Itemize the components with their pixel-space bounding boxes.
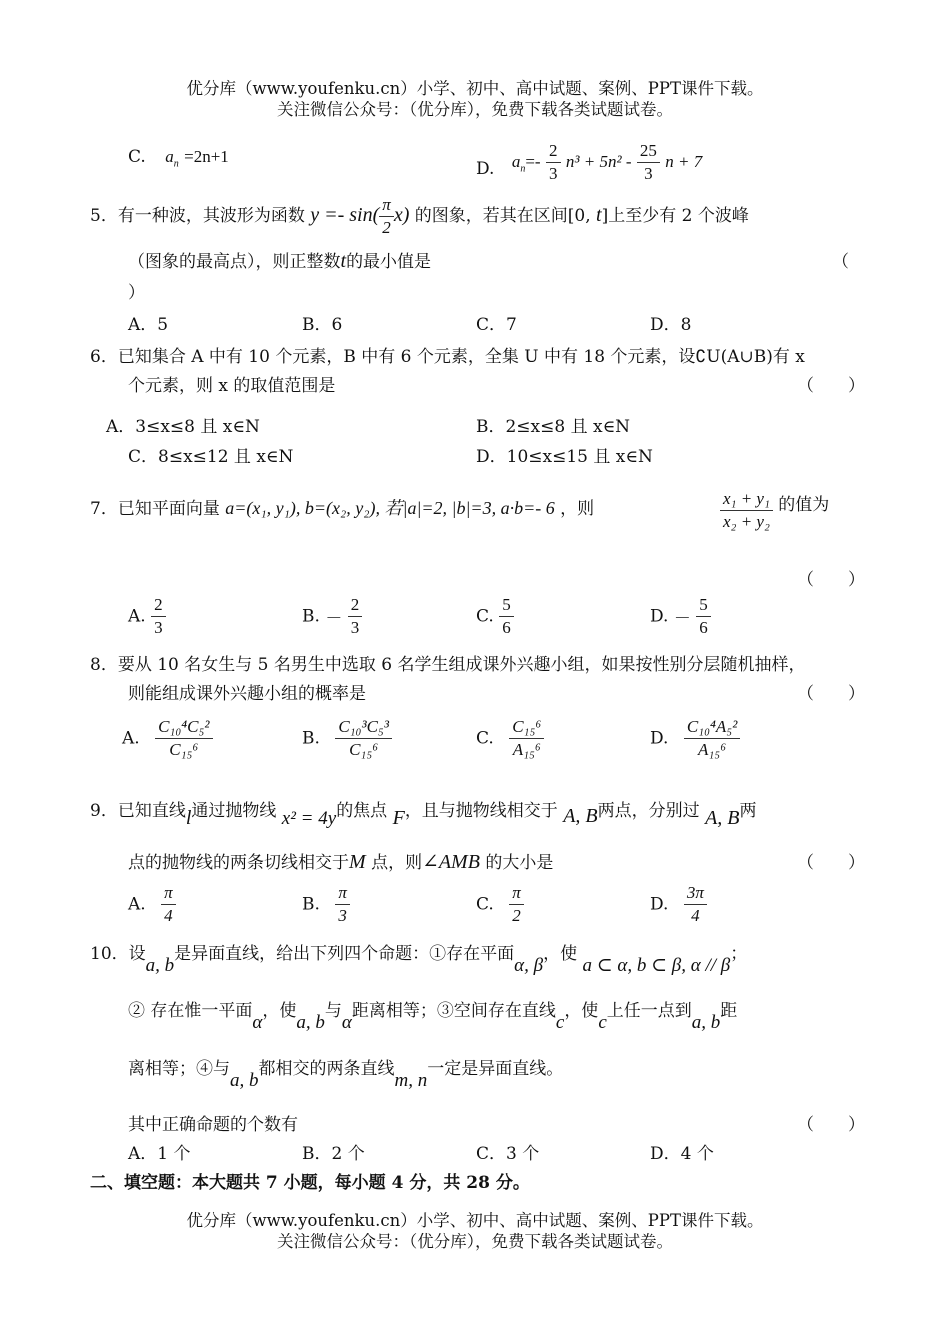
formula: c bbox=[598, 1012, 607, 1033]
q7-text: 的值为 bbox=[778, 495, 830, 515]
q9-text: ，且与抛物线相交于 bbox=[404, 801, 558, 821]
q7-option-b bbox=[302, 594, 362, 639]
q10-text: ② 存在惟一平面 bbox=[128, 1001, 253, 1021]
formula: A, B bbox=[705, 807, 740, 829]
q8-line2: 则能组成课外兴趣小组的概率是 bbox=[128, 684, 366, 704]
q10-text: 都相交的两条直线 bbox=[258, 1059, 395, 1079]
q6-option-c: C．8≤x≤12 且 x∈N bbox=[128, 447, 294, 467]
q9-option-a bbox=[128, 882, 176, 927]
q9-option-c bbox=[476, 882, 524, 927]
q8-line1: 8．要从 10 名女生与 5 名男生中选取 6 名学生组成课外兴趣小组，如果按性别分层随机抽样， bbox=[90, 655, 806, 675]
q9-text: 两 bbox=[739, 801, 757, 821]
formula: a bbox=[165, 147, 174, 166]
var-l: l bbox=[185, 807, 192, 829]
option-label: D. bbox=[650, 894, 669, 915]
frac-den: A₁₅⁶ bbox=[512, 740, 541, 759]
q10-text: 上任一点到 bbox=[606, 1001, 692, 1021]
fraction bbox=[684, 882, 707, 927]
q10-text: ； bbox=[730, 944, 748, 964]
q9-line1 bbox=[90, 796, 757, 829]
header-line-1: 优分库（www.youfenku.cn）小学、初中、高中试题、案例、PPT课件下载。 bbox=[186, 79, 764, 98]
q8-option-a bbox=[122, 716, 213, 761]
frac-den: A₁₅⁶ bbox=[698, 740, 727, 759]
var-M: M bbox=[349, 851, 366, 873]
formula: a=(x₁, y₁), b=(x₂, y₂), 若|a|=2, |b|=3, a·b=- 6 bbox=[225, 498, 555, 518]
q6-option-b: B．2≤x≤8 且 x∈N bbox=[476, 417, 631, 437]
frac-den: 3 bbox=[338, 906, 347, 925]
fraction bbox=[509, 882, 524, 927]
q9-text: 的焦点 bbox=[336, 801, 388, 821]
frac-den: x₂ + y₂ bbox=[723, 512, 770, 531]
answer-paren: （ ） bbox=[797, 684, 865, 704]
q10-text: 与 bbox=[324, 1001, 342, 1021]
option-label: D. bbox=[476, 159, 495, 179]
q6-line2: 个元素，则 x 的取值范围是 bbox=[128, 376, 336, 396]
answer-paren: （ ） bbox=[797, 570, 865, 590]
q7-text: ，则 bbox=[560, 499, 595, 519]
frac-num: C₁₀³C₅³ bbox=[335, 716, 392, 739]
formula: n³ + 5n² - bbox=[565, 152, 632, 171]
frac-num: π bbox=[335, 882, 350, 905]
option-label: C. bbox=[476, 894, 494, 915]
answer-paren: （ ） bbox=[797, 376, 865, 396]
q10-line4: 其中正确命题的个数有 bbox=[128, 1115, 298, 1135]
q9-text: 9．已知直线 bbox=[90, 801, 186, 821]
header-line-2: 关注微信公众号：（优分库），免费下载各类试题试卷。 bbox=[277, 100, 673, 119]
formula: n + 7 bbox=[665, 152, 703, 171]
option-label: B. bbox=[302, 728, 320, 749]
formula: =- bbox=[525, 152, 541, 171]
frac-den: 6 bbox=[699, 618, 708, 637]
frac-den: 6 bbox=[502, 618, 511, 637]
q9-text: 通过抛物线 bbox=[191, 801, 277, 821]
q8-option-b bbox=[302, 716, 392, 761]
q10-text: ，使 bbox=[543, 944, 578, 964]
frac-den: C₁₅⁶ bbox=[349, 740, 379, 759]
q7-option-c bbox=[476, 594, 514, 639]
fraction bbox=[509, 716, 544, 761]
q10-option-b: B．2 个 bbox=[302, 1144, 365, 1164]
q6-option-d: D．10≤x≤15 且 x∈N bbox=[476, 447, 653, 467]
option-label: C. bbox=[128, 147, 146, 167]
formula: a, b bbox=[691, 1012, 721, 1033]
var-t: t bbox=[596, 204, 602, 226]
q8-option-c bbox=[476, 716, 544, 761]
answer-paren-open: （ bbox=[832, 252, 849, 272]
q7-option-d bbox=[650, 594, 711, 639]
option-label: C. bbox=[476, 728, 494, 749]
q6-line1: 6．已知集合 A 中有 10 个元素，B 中有 6 个元素，全集 U 中有 18 个元素，设∁U(A∪B)有 x bbox=[90, 347, 805, 367]
option-label: A. bbox=[128, 894, 146, 915]
section-heading: 二、填空题：本大题共 7 小题，每小题 4 分，共 28 分。 bbox=[90, 1173, 530, 1193]
fraction bbox=[335, 716, 392, 761]
formula: a, b bbox=[296, 1012, 325, 1033]
frac-den: 4 bbox=[691, 906, 700, 925]
var-t: t bbox=[340, 250, 347, 272]
formula: a bbox=[511, 152, 521, 171]
q5-line1 bbox=[90, 194, 749, 239]
fraction bbox=[379, 194, 394, 239]
q10-text: 一定是异面直线。 bbox=[427, 1059, 564, 1079]
q10-option-a: A．1 个 bbox=[128, 1144, 191, 1164]
q10-line2 bbox=[128, 996, 738, 1033]
option-label: B. bbox=[302, 606, 320, 627]
answer-paren-close: ） bbox=[128, 283, 145, 303]
q5-text: 的图象，若其在区间[0, bbox=[414, 206, 591, 226]
option-label: D. bbox=[650, 728, 669, 749]
option-label: A. bbox=[122, 728, 140, 749]
q5-text: 的最小值是 bbox=[346, 252, 432, 272]
frac-num: 3π bbox=[684, 882, 707, 905]
q10-option-d: D．4 个 bbox=[650, 1144, 714, 1164]
frac-num: 2 bbox=[348, 594, 363, 617]
q9-text: 点，则 bbox=[371, 853, 423, 873]
frac-den: 2 bbox=[382, 218, 391, 237]
formula: y =- sin( bbox=[310, 204, 380, 226]
q5-line2 bbox=[128, 247, 431, 273]
frac-num: x₁ + y₁ bbox=[720, 488, 773, 511]
answer-paren: （ ） bbox=[797, 853, 865, 873]
var-F: F bbox=[392, 807, 405, 829]
q10-text: ，使 bbox=[262, 1001, 297, 1021]
q5-option-b: B．6 bbox=[302, 315, 343, 335]
option-label: D. bbox=[650, 606, 669, 627]
fraction bbox=[499, 594, 514, 639]
answer-paren: （ ） bbox=[797, 1115, 865, 1135]
q7-text: 7．已知平面向量 bbox=[90, 499, 220, 519]
q10-option-c: C．3 个 bbox=[476, 1144, 540, 1164]
q10-line1 bbox=[90, 939, 748, 976]
fraction bbox=[155, 716, 212, 761]
q7-option-a bbox=[128, 594, 166, 639]
frac-num: π bbox=[509, 882, 524, 905]
footer-line-2: 关注微信公众号：（优分库），免费下载各类试题试卷。 bbox=[277, 1232, 673, 1251]
subscript: n bbox=[173, 158, 179, 170]
option-label: B. bbox=[302, 894, 320, 915]
formula: A, B bbox=[563, 805, 598, 827]
formula: a, b bbox=[145, 955, 175, 976]
frac-den: 3 bbox=[154, 618, 163, 637]
frac-den: 3 bbox=[350, 618, 360, 637]
frac-den: C₁₅⁶ bbox=[169, 740, 199, 759]
q9-line2 bbox=[128, 848, 553, 874]
formula: c bbox=[555, 1012, 565, 1033]
q10-line3 bbox=[128, 1054, 564, 1091]
frac-num: C₁₀⁴C₅² bbox=[155, 716, 212, 739]
formula: =2n+1 bbox=[184, 147, 229, 166]
q9-text: 两点，分别过 bbox=[597, 801, 700, 821]
q10-text: ，使 bbox=[564, 1001, 599, 1021]
q4-option-c bbox=[128, 147, 229, 169]
frac-num: π bbox=[161, 882, 176, 905]
option-label: A. bbox=[128, 606, 146, 627]
frac-num: 25 bbox=[637, 140, 660, 163]
footer-line-1: 优分库（www.youfenku.cn）小学、初中、高中试题、案例、PPT课件下载。 bbox=[186, 1211, 764, 1230]
q5-option-a: A．5 bbox=[128, 315, 169, 335]
q8-option-d bbox=[650, 716, 740, 761]
frac-den: 4 bbox=[164, 906, 173, 925]
q9-text: 点的抛物线的两条切线相交于 bbox=[128, 853, 349, 873]
formula: x) bbox=[393, 204, 410, 226]
formula: a ⊂ α, b ⊂ β, α // β bbox=[582, 955, 731, 976]
q9-text: 的大小是 bbox=[485, 853, 554, 873]
sign: － bbox=[325, 609, 343, 628]
q10-text: 距 bbox=[720, 1001, 738, 1021]
formula: ∠AMB bbox=[422, 851, 480, 873]
q5-text: （图象的最高点），则正整数 bbox=[128, 252, 341, 272]
fraction bbox=[546, 140, 561, 185]
q7-line1 bbox=[90, 494, 594, 520]
option-label: C. bbox=[476, 606, 494, 627]
frac-den: 3 bbox=[549, 164, 558, 183]
q5-text: 5．有一种波，其波形为函数 bbox=[90, 206, 305, 226]
frac-den: 3 bbox=[644, 164, 653, 183]
frac-num: C₁₀⁴A₅² bbox=[684, 716, 740, 739]
q5-option-c: C．7 bbox=[476, 315, 517, 335]
fraction bbox=[335, 882, 350, 927]
frac-num: π bbox=[379, 194, 394, 217]
q10-text: 距离相等；③空间存在直线 bbox=[351, 1001, 556, 1021]
q10-text: 是异面直线，给出下列四个命题：①存在平面 bbox=[174, 944, 515, 964]
fraction bbox=[684, 716, 740, 761]
frac-num: 5 bbox=[499, 594, 514, 617]
q5-option-d: D．8 bbox=[650, 315, 692, 335]
fraction bbox=[637, 140, 660, 185]
fraction bbox=[161, 882, 176, 927]
formula: α, β bbox=[514, 955, 544, 976]
q5-text: ]上至少有 2 个波峰 bbox=[601, 206, 749, 226]
q10-text: 离相等；④与 bbox=[128, 1059, 230, 1079]
q10-text: 10．设 bbox=[90, 944, 146, 964]
frac-num: 2 bbox=[546, 140, 561, 163]
q6-option-a: A．3≤x≤8 且 x∈N bbox=[106, 417, 260, 437]
fraction bbox=[720, 488, 773, 533]
q7-fraction bbox=[720, 488, 829, 533]
formula: x² = 4y bbox=[281, 808, 337, 829]
fraction bbox=[348, 594, 363, 639]
formula: m, n bbox=[394, 1070, 428, 1091]
sign: － bbox=[673, 609, 691, 628]
formula: α bbox=[341, 1012, 352, 1033]
formula: α bbox=[252, 1012, 263, 1033]
q9-option-b bbox=[302, 882, 350, 927]
frac-num: C₁₅⁶ bbox=[509, 716, 544, 739]
formula: a, b bbox=[230, 1070, 259, 1091]
subscript: n bbox=[520, 163, 526, 175]
frac-den: 2 bbox=[512, 906, 521, 925]
frac-num: 2 bbox=[151, 594, 166, 617]
fraction bbox=[696, 594, 711, 639]
frac-num: 5 bbox=[696, 594, 711, 617]
fraction bbox=[151, 594, 166, 639]
q4-option-d bbox=[476, 140, 702, 185]
q9-option-d bbox=[650, 882, 707, 927]
